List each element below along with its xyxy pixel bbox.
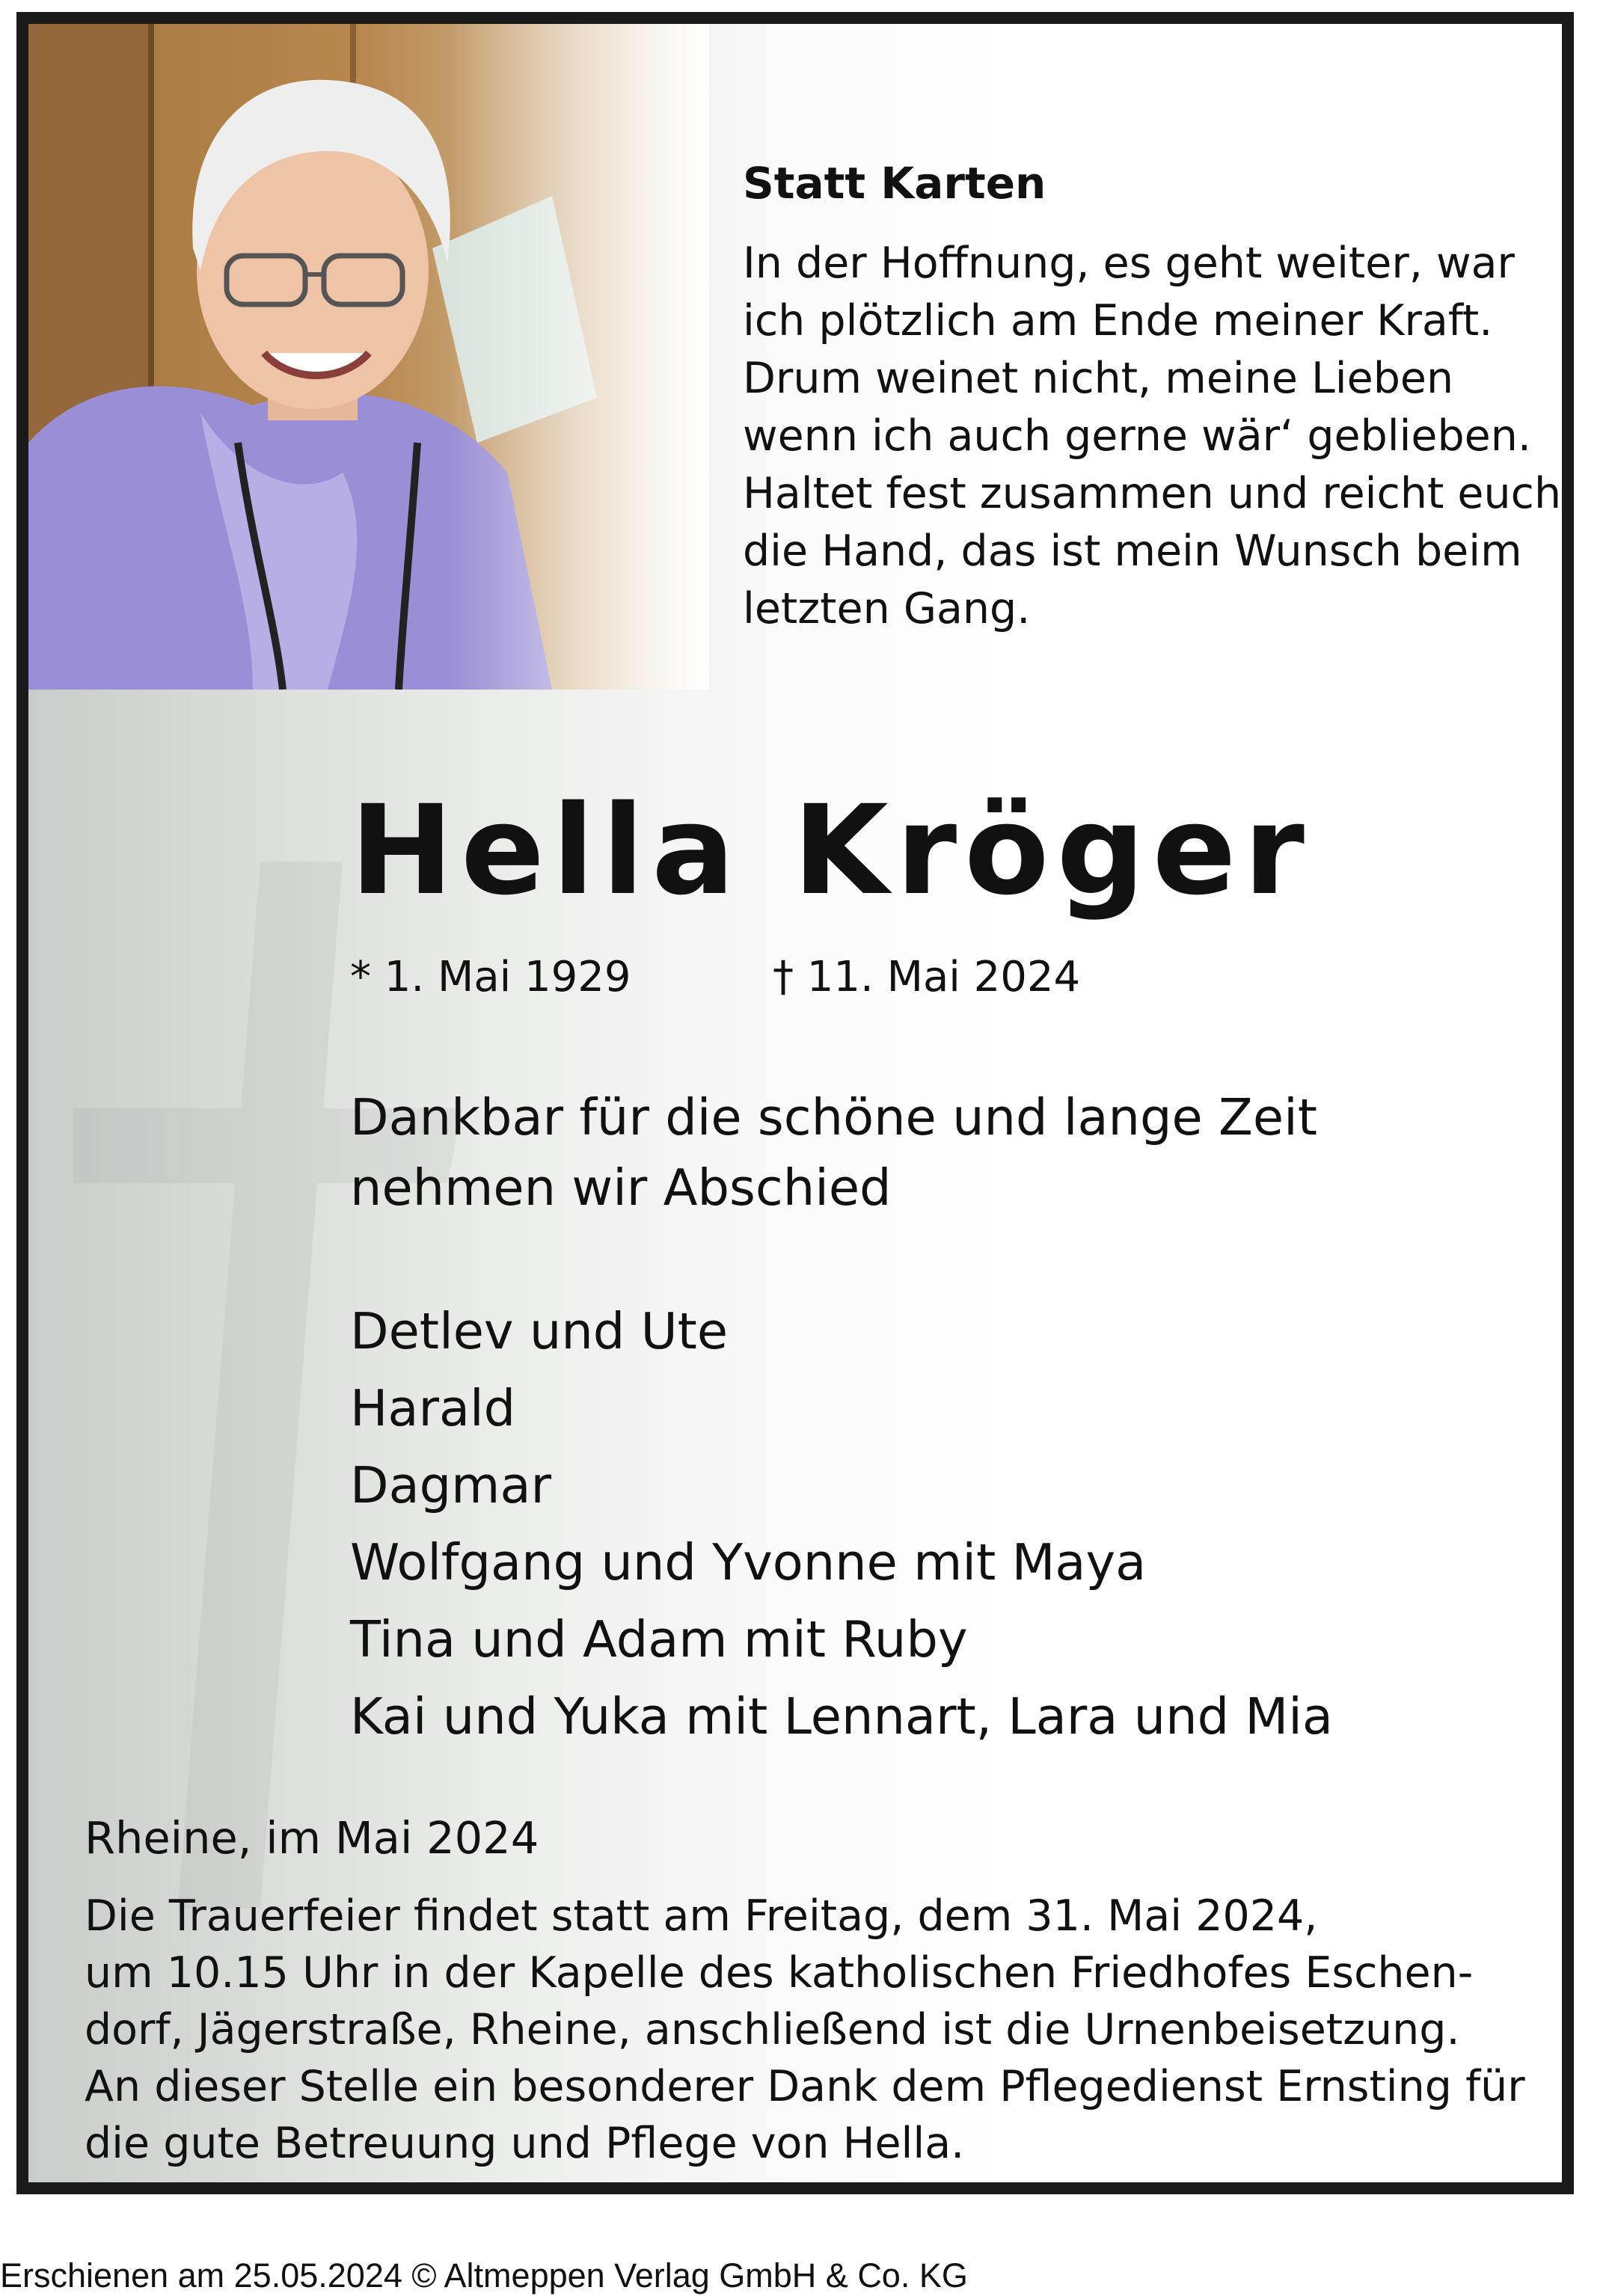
notice-line: An dieser Stelle ein besonderer Dank dem Pflegedienst Ernsting für (85, 2062, 1525, 2111)
poem-line: letzten Gang. (743, 584, 1031, 633)
poem-line: ich plötzlich am Ende meiner Kraft. (743, 296, 1493, 346)
family-member: Detlev und Ute (350, 1302, 729, 1360)
poem-line: Drum weinet nicht, meine Lieben (743, 354, 1454, 403)
poem-line: In der Hoffnung, es geht weiter, war (743, 239, 1515, 288)
farewell-line: Dankbar für die schöne und lange Zeit (350, 1088, 1318, 1147)
farewell-text (350, 1082, 1317, 1223)
poem-line: Haltet fest zusammen und reicht euch (743, 469, 1562, 518)
deceased-name: Hella Kröger (350, 779, 1312, 922)
poem-line: wenn ich auch gerne wär‘ geblieben. (743, 411, 1531, 461)
death-date: † 11. Mai 2024 (773, 953, 1081, 1001)
funeral-notice (85, 1888, 1525, 2172)
notice-line: die gute Betreuung und Pflege von Hella. (85, 2119, 965, 2168)
poem-verse (743, 235, 1561, 638)
life-dates (350, 951, 1080, 1004)
publication-footer: Erschienen am 25.05.2024 © Altmeppen Verlag GmbH & Co. KG (0, 2256, 968, 2295)
birth-date: * 1. Mai 1929 (350, 953, 631, 1001)
statt-karten-heading: Statt Karten (743, 158, 1046, 209)
notice-line: Die Trauerfeier findet statt am Freitag, dem 31. Mai 2024, (85, 1891, 1318, 1941)
family-list (350, 1293, 1333, 1755)
place-date: Rheine, im Mai 2024 (85, 1812, 539, 1864)
obituary-card (16, 12, 1574, 2194)
family-member: Dagmar (350, 1456, 552, 1514)
notice-line: dorf, Jägerstraße, Rheine, anschließend ist die Urnenbeisetzung. (85, 2005, 1460, 2054)
portrait-photo (28, 24, 709, 690)
poem-line: die Hand, das ist mein Wunsch beim (743, 527, 1522, 576)
farewell-line: nehmen wir Abschied (350, 1158, 892, 1217)
notice-line: um 10.15 Uhr in der Kapelle des katholischen Friedhofes Eschen- (85, 1948, 1474, 1998)
family-member: Tina und Adam mit Ruby (350, 1610, 968, 1669)
family-member: Harald (350, 1379, 516, 1437)
family-member: Wolfgang und Yvonne mit Maya (350, 1533, 1147, 1591)
family-member: Kai und Yuka mit Lennart, Lara und Mia (350, 1687, 1333, 1746)
